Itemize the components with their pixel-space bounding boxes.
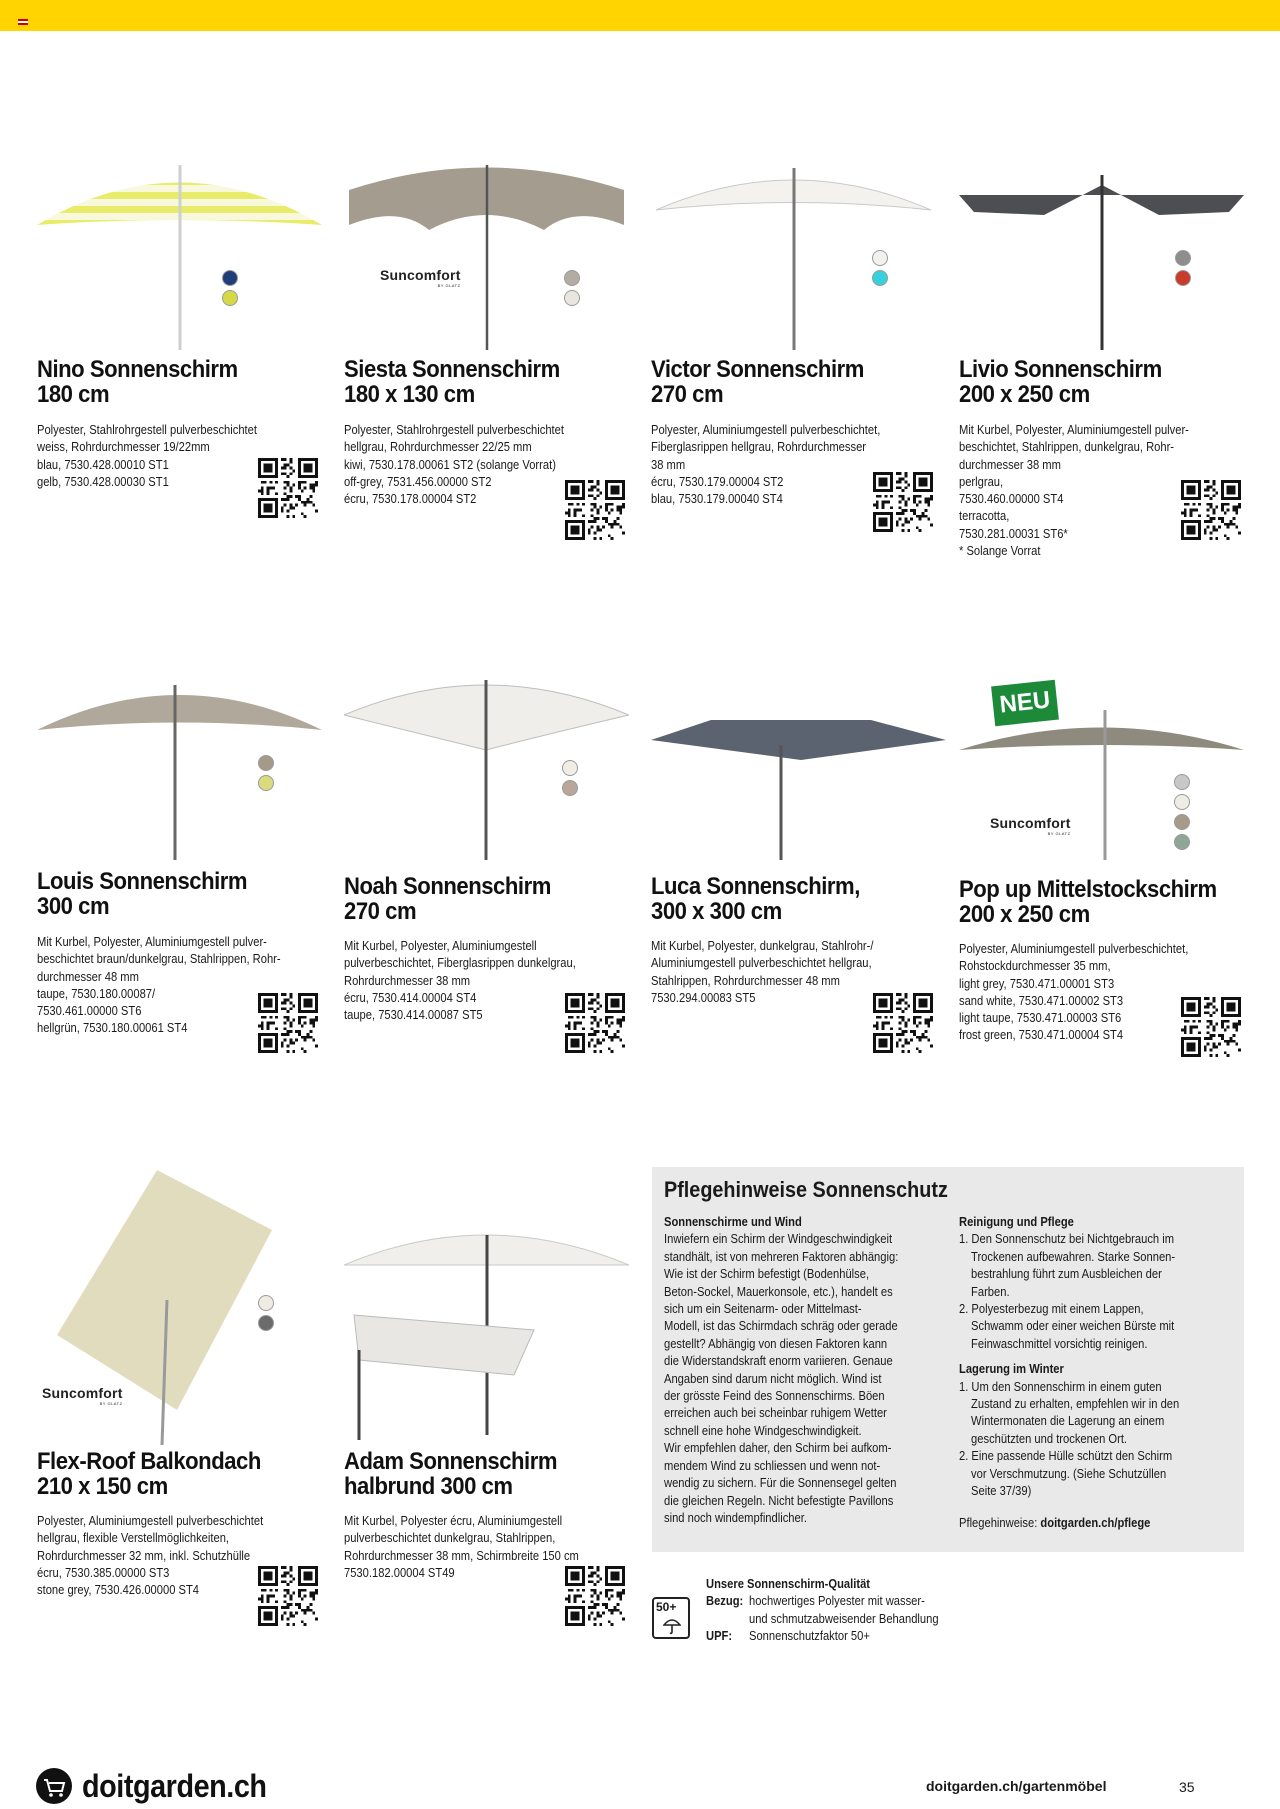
product-description-line: stone grey, 7530.426.00000 ST4: [37, 1582, 200, 1598]
product-description-line: Polyester, Aluminiumgestell pulverbeschichtet,: [959, 941, 1189, 956]
care-text-line: mendem Wind zu schliessen und wenn not-: [664, 1457, 881, 1473]
product-title-line: Livio Sonnenschirm: [959, 356, 1162, 383]
top-yellow-bar: [0, 0, 1280, 31]
product-description-line: Mit Kurbel, Polyester écru, Aluminiumgestell: [344, 1513, 563, 1528]
product-description-line: perlgrau,: [959, 473, 1004, 489]
care-text-line: Trockenen aufbewahren. Starke Sonnen-: [971, 1248, 1176, 1264]
product-description-line: 7530.182.00004 ST49: [344, 1564, 455, 1580]
care-text-line: standhält, ist von mehreren Faktoren abhängig:: [664, 1248, 899, 1264]
product-size: 210 x 150 cm: [37, 1473, 168, 1500]
product-description-line: taupe, 7530.414.00087 ST5: [344, 1007, 483, 1023]
product-title: [651, 357, 918, 407]
product-image: [959, 150, 1244, 355]
care-text-line: geschützten und trockenen Ort.: [971, 1430, 1128, 1446]
care-text-line: Farben.: [971, 1283, 1010, 1299]
upf-50-icon: 50+: [652, 1597, 690, 1639]
color-swatch: [564, 270, 580, 286]
color-swatch: [562, 760, 578, 776]
care-text-line: Schwamm oder einer weichen Bürste mit: [971, 1318, 1175, 1334]
product-description-line: blau, 7530.428.00010 ST1: [37, 456, 169, 472]
care-text-line: 2. Polyesterbezug mit einem Lappen,: [959, 1301, 1144, 1317]
product-description-line: light grey, 7530.471.00001 ST3: [959, 975, 1115, 991]
product-image: [651, 665, 936, 865]
care-text-line: Beton-Sockel, Mauerkonsole, etc.), handelt es: [664, 1283, 893, 1299]
product-title-line: Louis Sonnenschirm: [37, 868, 248, 895]
care-text-line: 1. Den Sonnenschutz bei Nichtgebrauch im: [959, 1231, 1175, 1247]
product-description-line: Polyester, Stahlrohrgestell pulverbeschichtet: [344, 422, 564, 437]
color-swatch: [1174, 774, 1190, 790]
product-description-line: Aluminiumgestell pulverbeschichtet hellgrau,: [651, 955, 872, 971]
product-size: 180 cm: [37, 381, 110, 408]
color-swatch: [564, 290, 580, 306]
product-description-line: 38 mm: [651, 456, 686, 472]
product-description-line: beschichtet braun/dunkelgrau, Stahlrippen, Rohr-: [37, 951, 281, 967]
qr-code[interactable]: [1181, 997, 1241, 1057]
color-swatch: [258, 1295, 274, 1311]
product-description-line: Polyester, Aluminiumgestell pulverbeschichtet: [37, 1513, 264, 1528]
product-description-line: kiwi, 7530.178.00061 ST2 (solange Vorrat): [344, 456, 556, 472]
care-text-line: Feinwaschmittel vorsichtig reinigen.: [971, 1335, 1148, 1351]
product-description-line: blau, 7530.179.00040 ST4: [651, 491, 783, 507]
qr-code[interactable]: [258, 993, 318, 1053]
qr-code[interactable]: [873, 472, 933, 532]
care-text-line: Angaben sind darum nicht möglich. Wind ist: [664, 1370, 882, 1386]
care-text-line: sind noch windempfindlicher.: [664, 1509, 807, 1525]
product-description-line: hellgrau, flexible Verstellmöglichkeiten,: [37, 1530, 230, 1546]
product-image: [344, 1225, 629, 1445]
new-badge: NEU: [991, 680, 1059, 726]
qr-code[interactable]: [873, 993, 933, 1053]
care-text-line: die Widerstandskraft enorm variieren. Genaue: [664, 1353, 893, 1369]
qr-code[interactable]: [258, 458, 318, 518]
umbrella-icon: [663, 1617, 681, 1635]
care-left-column: [664, 1213, 898, 1526]
product-title: [37, 869, 304, 919]
care-link[interactable]: Pflegehinweise: doitgarden.ch/pflege: [959, 1514, 1151, 1530]
care-text-line: Inwiefern ein Schirm der Windgeschwindigkeit: [664, 1231, 893, 1247]
product-title-line: Victor Sonnenschirm: [651, 356, 864, 383]
product-image: [37, 665, 322, 865]
color-swatch: [1174, 814, 1190, 830]
product-description-line: écru, 7530.178.00004 ST2: [344, 491, 477, 507]
product-title-line: Nino Sonnenschirm: [37, 356, 238, 383]
care-text-line: erreichen auch bei scheinbar ruhigem Wetter: [664, 1405, 887, 1421]
quality-text: [706, 1575, 939, 1645]
product-title-line: Flex-Roof Balkondach: [37, 1448, 261, 1475]
bezug-label: Bezug:: [706, 1593, 744, 1609]
qr-code[interactable]: [565, 1566, 625, 1626]
product-description-line: durchmesser 48 mm: [37, 968, 139, 984]
footer-url[interactable]: doitgarden.ch/gartenmöbel: [926, 1778, 1107, 1794]
suncomfort-logo: Suncomfort BY GLATZ: [380, 267, 461, 288]
product-description-line: gelb, 7530.428.00030 ST1: [37, 473, 169, 489]
product-description-line: hellgrün, 7530.180.00061 ST4: [37, 1020, 188, 1036]
product-description-line: Rohrdurchmesser 38 mm, Schirmbreite 150 cm: [344, 1547, 579, 1563]
product-size: 270 cm: [651, 381, 724, 408]
product-size: 270 cm: [344, 898, 417, 925]
product-description-line: Polyester, Aluminiumgestell pulverbeschichtet,: [651, 422, 881, 437]
product-description-line: weiss, Rohrdurchmesser 19/22mm: [37, 439, 210, 455]
color-swatch: [872, 270, 888, 286]
flag-icon: [18, 19, 28, 25]
product-title: [959, 357, 1226, 407]
product-size: halbrund 300 cm: [344, 1473, 513, 1500]
care-text-line: wendig zu sichern. Für die Sonnensegel gelten: [664, 1475, 897, 1491]
product-size: 300 x 300 cm: [651, 898, 782, 925]
care-title: Pflegehinweise Sonnenschutz: [664, 1177, 948, 1202]
winter-heading: Lagerung im Winter: [959, 1361, 1064, 1377]
product-description-line: 7530.460.00000 ST4: [959, 491, 1064, 507]
care-text-line: vor Verschmutzung. (Siehe Schutzüllen: [971, 1465, 1167, 1481]
product-description-line: frost green, 7530.471.00004 ST4: [959, 1027, 1124, 1043]
product-description-line: écru, 7530.414.00004 ST4: [344, 989, 477, 1005]
color-swatch: [258, 775, 274, 791]
product-description-line: * Solange Vorrat: [959, 543, 1041, 559]
color-swatch: [1174, 794, 1190, 810]
product-title-line: Pop up Mittelstockschirm: [959, 876, 1217, 903]
product-description-line: 7530.461.00000 ST6: [37, 1003, 142, 1019]
product-description-line: 7530.294.00083 ST5: [651, 989, 756, 1005]
product-description-line: écru, 7530.385.00000 ST3: [37, 1564, 170, 1580]
care-text-line: Modell, ist das Schirmdach schräg oder gerade: [664, 1318, 898, 1334]
care-text-line: 2. Eine passende Hülle schützt den Schirm: [959, 1448, 1173, 1464]
product-image: [37, 150, 322, 355]
product-description-line: hellgrau, Rohrdurchmesser 22/25 mm: [344, 439, 532, 455]
product-description-line: taupe, 7530.180.00087/: [37, 985, 156, 1001]
product-title-line: Luca Sonnenschirm,: [651, 873, 860, 900]
product-image: [344, 665, 629, 865]
product-description-line: pulverbeschichtet dunkelgrau, Stahlrippen,: [344, 1530, 556, 1546]
care-text-line: Wir empfehlen daher, den Schirm bei aufkom-: [664, 1440, 892, 1456]
color-swatch: [562, 780, 578, 796]
product-title: [344, 357, 611, 407]
product-title-line: Siesta Sonnenschirm: [344, 356, 560, 383]
product-description-line: écru, 7530.179.00004 ST2: [651, 473, 784, 489]
quality-heading: Unsere Sonnenschirm-Qualität: [706, 1576, 871, 1591]
product-description-line: Mit Kurbel, Polyester, Aluminiumgestell: [344, 938, 537, 953]
upf-label: UPF:: [706, 1628, 733, 1644]
product-title-line: Adam Sonnenschirm: [344, 1448, 558, 1475]
product-description-line: Stahlrippen, Rohrdurchmesser 48 mm: [651, 972, 840, 988]
qr-code[interactable]: [1181, 480, 1241, 540]
color-swatch: [1174, 834, 1190, 850]
qr-code[interactable]: [565, 480, 625, 540]
cart-logo-icon: [36, 1768, 72, 1804]
color-swatch: [258, 1315, 274, 1331]
suncomfort-logo: Suncomfort BY GLATZ: [42, 1385, 123, 1406]
product-description-line: pulverbeschichtet, Fiberglasrippen dunkelgrau,: [344, 955, 576, 971]
product-description-line: Rohrdurchmesser 32 mm, inkl. Schutzhülle: [37, 1547, 251, 1563]
care-text-line: Wintermonaten die Lagerung an einem: [971, 1413, 1165, 1429]
product-description-line: Mit Kurbel, Polyester, Aluminiumgestell pulver-: [959, 422, 1189, 437]
product-title-line: Noah Sonnenschirm: [344, 873, 551, 900]
product-description-line: sand white, 7530.471.00002 ST3: [959, 992, 1124, 1008]
product-image: [344, 150, 629, 355]
care-text-line: sich um ein Seitenarm- oder Mittelmast-: [664, 1301, 862, 1317]
footer-brand[interactable]: doitgarden.ch: [82, 1768, 267, 1804]
qr-code[interactable]: [565, 993, 625, 1053]
care-text-line: schnell eine hohe Windgeschwindigkeit.: [664, 1422, 862, 1438]
qr-code[interactable]: [258, 1566, 318, 1626]
product-title: [651, 874, 918, 924]
product-size: 200 x 250 cm: [959, 381, 1090, 408]
color-swatch: [1175, 250, 1191, 266]
product-description-line: 7530.281.00031 ST6*: [959, 525, 1068, 541]
product-size: 200 x 250 cm: [959, 901, 1090, 928]
product-description-line: off-grey, 7531.456.00000 ST2: [344, 473, 492, 489]
product-description-line: Rohstockdurchmesser 35 mm,: [959, 958, 1111, 974]
cleaning-heading: Reinigung und Pflege: [959, 1214, 1074, 1229]
product-size: 180 x 130 cm: [344, 381, 475, 408]
care-instructions-box: [652, 1167, 1244, 1552]
product-image: [651, 150, 936, 355]
care-text-line: der grösste Feind des Sonnenschirms. Böen: [664, 1388, 885, 1404]
product-title: [344, 874, 611, 924]
color-swatch: [258, 755, 274, 771]
color-swatch: [222, 290, 238, 306]
suncomfort-logo: Suncomfort BY GLATZ: [990, 815, 1071, 836]
color-swatch: [222, 270, 238, 286]
product-description-line: Polyester, Stahlrohrgestell pulverbeschichtet: [37, 422, 257, 437]
wind-heading: Sonnenschirme und Wind: [664, 1214, 802, 1229]
product-title: [37, 357, 304, 407]
care-text-line: bestrahlung führt zum Ausbleichen der: [971, 1266, 1162, 1282]
bezug-line-1: hochwertiges Polyester mit wasser-: [749, 1593, 925, 1609]
bezug-line-2: und schmutzabweisender Behandlung: [749, 1610, 939, 1626]
product-title: [959, 877, 1226, 927]
care-text-line: Wie ist der Schirm befestigt (Bodenhülse,: [664, 1266, 870, 1282]
product-description-line: durchmesser 38 mm: [959, 456, 1061, 472]
product-description-line: beschichtet, Stahlrippen, dunkelgrau, Rohr-: [959, 439, 1175, 455]
product-description-line: light taupe, 7530.471.00003 ST6: [959, 1010, 1122, 1026]
color-swatch: [1175, 270, 1191, 286]
upf-value: Sonnenschutzfaktor 50+: [749, 1628, 870, 1644]
care-text-line: die gleichen Regeln. Nicht befestigte Pavillons: [664, 1492, 894, 1508]
product-description-line: Mit Kurbel, Polyester, dunkelgrau, Stahlrohr-/: [651, 938, 874, 953]
care-link-url[interactable]: doitgarden.ch/pflege: [1040, 1514, 1151, 1530]
product-title: [37, 1449, 304, 1499]
product-size: 300 cm: [37, 893, 110, 920]
product-description-line: Mit Kurbel, Polyester, Aluminiumgestell pulver-: [37, 934, 267, 949]
color-swatch: [872, 250, 888, 266]
product-title: [344, 1449, 611, 1499]
care-text-line: Zustand zu erhalten, empfehlen wir in den: [971, 1396, 1180, 1412]
care-right-column: [959, 1213, 1179, 1531]
product-description-line: Rohrdurchmesser 38 mm: [344, 972, 471, 988]
product-description-line: Fiberglasrippen hellgrau, Rohrdurchmesser: [651, 439, 867, 455]
care-text-line: 1. Um den Sonnenschirm in einem guten: [959, 1378, 1162, 1394]
page-number: 35: [1179, 1779, 1195, 1795]
care-text-line: gestellt? Abhängig von diesen Faktoren kann: [664, 1335, 888, 1351]
product-description-line: terracotta,: [959, 508, 1010, 524]
care-text-line: Seite 37/39): [971, 1483, 1032, 1499]
